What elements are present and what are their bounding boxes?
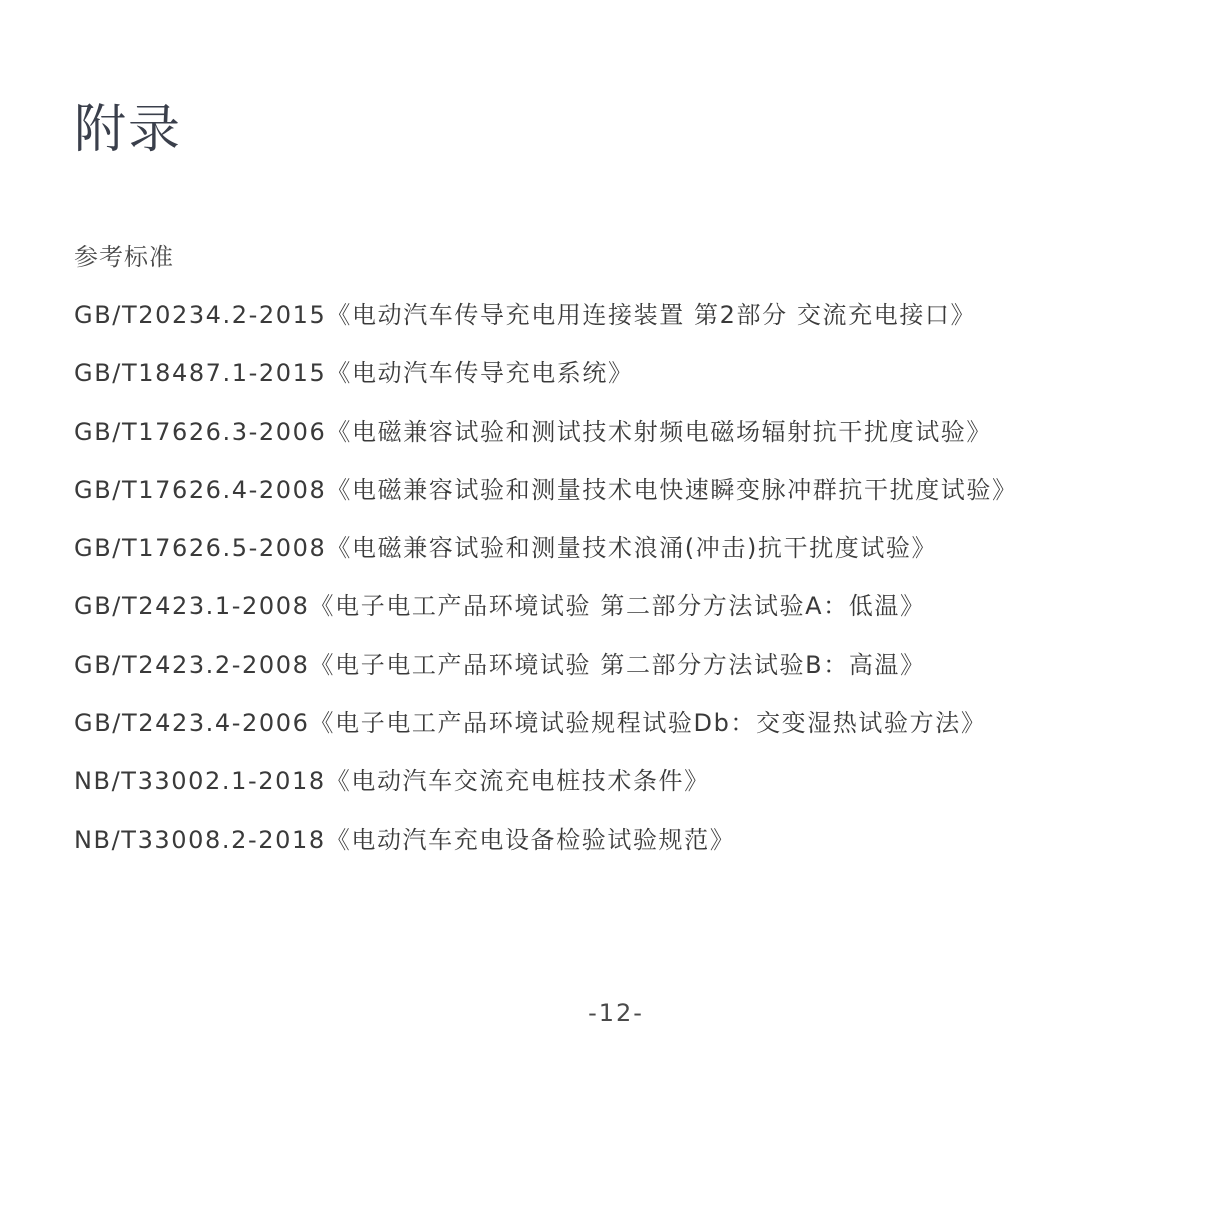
reference-item: GB/T18487.1-2015《电动汽车传导充电系统》 [74,359,634,388]
reference-item: NB/T33002.1-2018《电动汽车交流充电桩技术条件》 [74,767,710,796]
reference-item: GB/T2423.4-2006《电子电工产品环境试验规程试验Db：交变湿热试验方法》 [74,709,987,738]
page-title: 附录 [74,100,183,160]
reference-list [74,298,1018,881]
reference-item: GB/T17626.4-2008《电磁兼容试验和测量技术电快速瞬变脉冲群抗干扰度试验》 [74,475,1018,504]
reference-item: GB/T2423.2-2008《电子电工产品环境试验 第二部分方法试验B：高温》 [74,650,926,679]
reference-item: GB/T2423.1-2008《电子电工产品环境试验 第二部分方法试验A：低温》 [74,592,926,621]
reference-item: GB/T17626.5-2008《电磁兼容试验和测量技术浪涌(冲击)抗干扰度试验》 [74,534,938,563]
reference-item: GB/T20234.2-2015《电动汽车传导充电用连接装置 第2部分 交流充电接口》 [74,301,977,329]
page-number: -12- [588,999,644,1027]
reference-item: NB/T33008.2-2018《电动汽车充电设备检验试验规范》 [74,825,736,854]
reference-item: GB/T17626.3-2006《电磁兼容试验和测试技术射频电磁场辐射抗干扰度试验》 [74,417,992,446]
section-label: 参考标准 [74,243,174,271]
